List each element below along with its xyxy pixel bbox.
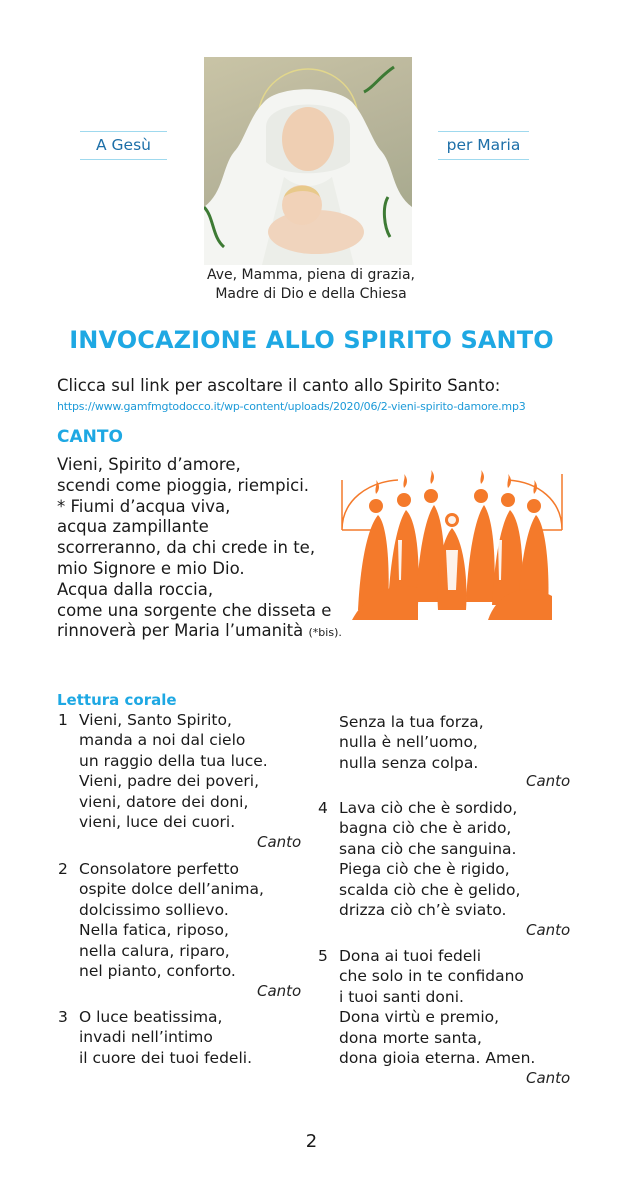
lettura-heading: Lettura corale — [57, 691, 177, 709]
stanza-1 — [58, 710, 268, 832]
canto-refrain: Canto — [526, 921, 571, 939]
stanza-line: Nella fatica, riposo, — [79, 921, 229, 940]
image-caption-line-2: Madre di Dio e della Chiesa — [215, 286, 407, 302]
stanza-line: dona morte santa, — [339, 1028, 482, 1047]
stanza-number: 4 — [318, 799, 328, 817]
header-label-right: per Maria — [438, 131, 529, 160]
stanza-line: Vieni, Santo Spirito, — [79, 711, 232, 729]
stanza-line: vieni, datore dei doni, — [79, 792, 249, 811]
stanza-line: i tuoi santi doni. — [339, 987, 464, 1006]
stanza-number: 2 — [58, 860, 68, 878]
bis-note: (*bis). — [308, 626, 342, 640]
stanza-line: che solo in te confidano — [339, 967, 524, 986]
canto-line: come una sorgente che disseta e — [57, 600, 332, 620]
pentecost-illustration — [338, 470, 566, 620]
canto-heading: CANTO — [57, 427, 123, 447]
stanza-line: il cuore dei tuoi fedeli. — [79, 1048, 252, 1067]
canto-line — [57, 621, 342, 644]
canto-line: Acqua dalla roccia, — [57, 579, 214, 599]
canto-line: * Fiumi d’acqua viva, — [57, 496, 231, 516]
stanza-number: 5 — [318, 947, 328, 965]
stanza-number: 1 — [58, 711, 68, 729]
stanza-line: nel pianto, conforto. — [79, 962, 236, 981]
stanza-line: vieni, luce dei cuori. — [79, 813, 236, 832]
stanza-line: O luce beatissima, — [79, 1008, 223, 1026]
stanza-line: Consolatore perfetto — [79, 860, 239, 878]
stanza-line: manda a noi dal cielo — [79, 731, 246, 750]
stanza-3-continued — [339, 712, 484, 773]
stanza-line: invadi nell’intimo — [79, 1028, 213, 1047]
stanza-number: 3 — [58, 1008, 68, 1026]
stanza-line: nulla è nell’uomo, — [339, 733, 478, 752]
stanza-line: ospite dolce dell’anima, — [79, 880, 264, 899]
canto-refrain: Canto — [257, 833, 302, 851]
stanza-3 — [58, 1007, 252, 1068]
stanza-line: bagna ciò che è arido, — [339, 819, 512, 838]
stanza-5 — [318, 946, 536, 1068]
stanza-2 — [58, 859, 264, 981]
stanza-line: nella calura, riparo, — [79, 941, 230, 960]
page-number: 2 — [305, 1131, 318, 1152]
stanza-4 — [318, 798, 521, 920]
audio-link[interactable]: https://www.gamfmgtodocco.it/wp-content/uploads/2020/06/2-vieni-spirito-damore.mp3 — [57, 400, 526, 413]
canto-refrain: Canto — [526, 772, 571, 790]
canto-line: mio Signore e mio Dio. — [57, 558, 245, 578]
stanza-line: sana ciò che sanguina. — [339, 839, 517, 858]
canto-line: scorreranno, da chi crede in te, — [57, 538, 316, 558]
stanza-line: Vieni, padre dei poveri, — [79, 772, 260, 791]
canto-line: scendi come pioggia, riempici. — [57, 475, 310, 495]
intro-text: Clicca sul link per ascoltare il canto allo Spirito Santo: — [57, 376, 501, 395]
stanza-line: Lava ciò che è sordido, — [339, 799, 518, 817]
stanza-line: un raggio della tua luce. — [79, 751, 268, 770]
stanza-line: Senza la tua forza, — [339, 713, 484, 731]
stanza-line: dolcissimo sollievo. — [79, 900, 229, 919]
canto-text — [57, 455, 342, 644]
stanza-line: scalda ciò che è gelido, — [339, 880, 521, 899]
canto-refrain: Canto — [257, 982, 302, 1000]
stanza-line: Dona virtù e premio, — [339, 1008, 500, 1027]
stanza-line: drizza ciò ch’è sviato. — [339, 901, 507, 920]
canto-refrain: Canto — [526, 1069, 571, 1087]
canto-line: acqua zampillante — [57, 517, 209, 537]
image-caption-line-1: Ave, Mamma, piena di grazia, — [207, 267, 415, 283]
madonna-and-child-image — [204, 57, 412, 265]
page-title: INVOCAZIONE ALLO SPIRITO SANTO — [69, 326, 554, 354]
canto-line: Vieni, Spirito d’amore, — [57, 455, 241, 474]
stanza-line: Dona ai tuoi fedeli — [339, 947, 481, 965]
stanza-line: dona gioia eterna. Amen. — [339, 1049, 536, 1068]
stanza-line: nulla senza colpa. — [339, 753, 479, 772]
stanza-line: Piega ciò che è rigido, — [339, 860, 510, 879]
canto-last-line: rinnoverà per Maria l’umanità — [57, 621, 304, 641]
header-label-left: A Gesù — [80, 131, 167, 160]
